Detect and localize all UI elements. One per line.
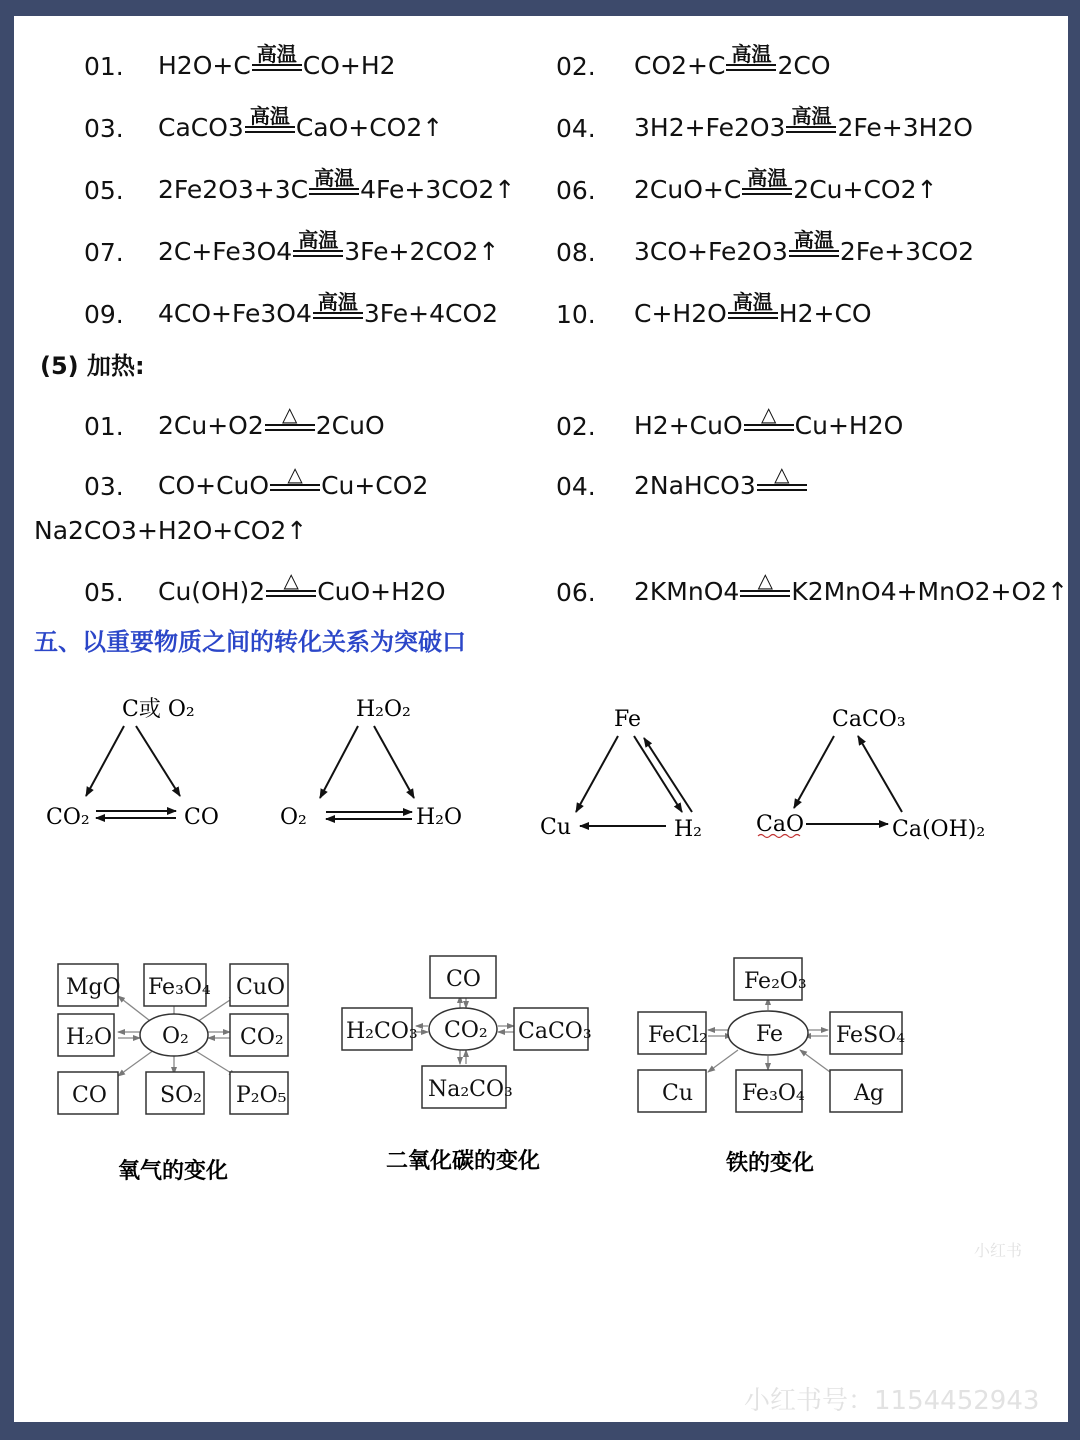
o2-node-co: CO [72, 1083, 107, 1108]
equation-reactants: H2+CuO [634, 411, 743, 440]
web-diagrams [14, 916, 1068, 1216]
equation-number: 02. [556, 412, 596, 441]
tri3-arrow-down [634, 736, 682, 812]
equation [158, 442, 428, 500]
fe-center: Fe [756, 1022, 784, 1047]
equation [158, 208, 499, 266]
equation-products: Cu+CO2 [321, 471, 429, 500]
tri2-left: O₂ [280, 805, 307, 830]
equation [634, 442, 808, 500]
worksheet-page [14, 16, 1068, 1422]
o2-node-cuo: CuO [236, 975, 286, 1000]
co2-node-co: CO [446, 967, 481, 992]
o2-node-mgo: MgO [66, 975, 121, 1000]
tri1-right: CO [184, 805, 219, 830]
iron-web-caption: 铁的变化 [726, 1150, 815, 1176]
tri4-arrow-left [794, 736, 834, 808]
equation-number: 10. [556, 300, 596, 329]
tri4-right: Ca(OH)₂ [892, 817, 986, 842]
fe-node-ag: Ag [854, 1081, 884, 1106]
equation-products: 2Fe+3H2O [837, 113, 973, 142]
equation-reactants: 2Fe2O3+3C [158, 175, 309, 204]
tri3-arrow-up [644, 738, 692, 812]
equation-number: 03. [84, 472, 124, 501]
equation-number: 02. [556, 52, 596, 81]
co2-web-caption: 二氧化碳的变化 [386, 1148, 541, 1174]
equation-products: 4Fe+3CO2↑ [360, 175, 516, 204]
reaction-condition [744, 404, 794, 440]
equation-number: 07. [84, 238, 124, 267]
equation-products: 2CO [777, 51, 831, 80]
equation [634, 208, 974, 266]
watermark-badge: 小红书 [974, 1241, 1023, 1260]
equation-number: 01. [84, 412, 124, 441]
tri1-left: CO₂ [46, 805, 90, 830]
equation-reactants: 2KMnO4 [634, 577, 740, 606]
equation [158, 22, 396, 80]
condition-label: △ [757, 568, 773, 592]
equation [634, 548, 1068, 606]
equation [158, 146, 515, 204]
equation-products: H2+CO [778, 299, 872, 328]
section-five-title: 五、以重要物质之间的转化关系为突破口 [34, 628, 466, 656]
equation [158, 270, 498, 328]
o2-node-co2: CO₂ [240, 1025, 284, 1050]
watermark-id: 小红书号：1154452943 [744, 1386, 1040, 1416]
triangle-hydrogen-peroxide [280, 697, 462, 830]
reaction-condition [265, 404, 315, 440]
equation-number: 05. [84, 578, 124, 607]
reaction-condition [293, 230, 343, 266]
reaction-condition [742, 168, 792, 204]
equation-reactants: C+H2O [634, 299, 727, 328]
equation-products: CO+H2 [302, 51, 396, 80]
co2-node-h2co3: H₂CO₃ [346, 1019, 418, 1044]
equation-reactants: CO+CuO [158, 471, 270, 500]
equation-number: 08. [556, 238, 596, 267]
co2-node-na2co3: Na₂CO₃ [428, 1077, 513, 1102]
equation-04-continuation: Na2CO3+H2O+CO2↑ [34, 516, 308, 545]
equation-reactants: H2O+C [158, 51, 251, 80]
condition-label: 高温 [314, 166, 355, 190]
equation [158, 382, 385, 440]
co2-node-caco3: CaCO₃ [518, 1019, 592, 1044]
equation-reactants: 3H2+Fe2O3 [634, 113, 786, 142]
equation-reactants: 3CO+Fe2O3 [634, 237, 788, 266]
equation [634, 146, 937, 204]
reaction-condition [757, 464, 807, 500]
o2-center: O₂ [162, 1024, 189, 1049]
condition-label: △ [282, 402, 298, 426]
equation-products: 3Fe+2CO2↑ [344, 237, 500, 266]
equation-products: 3Fe+4CO2 [363, 299, 499, 328]
triangle-calcium [756, 707, 985, 842]
equation-number: 04. [556, 114, 596, 143]
tri3-top: Fe [614, 707, 642, 732]
condition-label: 高温 [732, 290, 773, 314]
equation-products: Cu+H2O [794, 411, 904, 440]
equation-number: 01. [84, 52, 124, 81]
fe-node-feso4: FeSO₄ [836, 1023, 906, 1048]
equation-reactants: 2CuO+C [634, 175, 742, 204]
condition-label: △ [774, 462, 790, 486]
triangle-iron [540, 707, 702, 842]
equation-reactants: CO2+C [634, 51, 726, 80]
tri4-top: CaCO₃ [832, 707, 906, 732]
tri4-arrow-up [858, 736, 902, 812]
reaction-condition [786, 106, 836, 142]
equation [158, 548, 446, 606]
tri2-right: H₂O [416, 805, 463, 830]
reaction-condition [245, 106, 295, 142]
triangle-diagrams [14, 666, 1068, 866]
equation-reactants: Cu(OH)2 [158, 577, 266, 606]
equation-products: 2Cu+CO2↑ [793, 175, 938, 204]
tri2-top: H₂O₂ [356, 697, 411, 722]
equation [634, 22, 831, 80]
tri1-top: C或 O₂ [122, 697, 195, 722]
reaction-condition [728, 292, 778, 328]
o2-node-h2o: H₂O [66, 1025, 113, 1050]
condition-label: △ [760, 402, 777, 426]
reaction-condition [740, 570, 790, 606]
condition-label: 高温 [249, 104, 290, 128]
reaction-condition [309, 168, 359, 204]
equation [634, 270, 872, 328]
condition-label: 高温 [791, 104, 832, 128]
reaction-condition [726, 44, 776, 80]
reaction-condition [252, 44, 302, 80]
reaction-condition [266, 570, 316, 606]
equation-products: K2MnO4+MnO2+O2↑ [791, 577, 1069, 606]
tri1-arrow-left [86, 726, 124, 796]
tri3-arrow-left [576, 736, 618, 812]
condition-label: 高温 [298, 228, 339, 252]
equation-reactants: 2Cu+O2 [158, 411, 264, 440]
tri2-arrow-left [320, 726, 358, 798]
equation [634, 84, 973, 142]
equation-number: 05. [84, 176, 124, 205]
tri3-left: Cu [540, 815, 572, 840]
o2-node-p2o5: P₂O₅ [236, 1083, 287, 1108]
condition-label: 高温 [793, 228, 834, 252]
condition-label: 高温 [256, 42, 297, 66]
equation [158, 84, 443, 142]
o2-node-so2: SO₂ [160, 1083, 202, 1108]
tri3-right: H₂ [674, 817, 703, 842]
equation-number: 09. [84, 300, 124, 329]
equation [634, 382, 903, 440]
condition-label: 高温 [747, 166, 788, 190]
equation-products: CuO+H2O [317, 577, 446, 606]
equation-number: 06. [556, 578, 596, 607]
equation-reactants: 2C+Fe3O4 [158, 237, 293, 266]
equation-number: 04. [556, 472, 596, 501]
equation-reactants: 4CO+Fe3O4 [158, 299, 312, 328]
equation-number: 03. [84, 114, 124, 143]
fe-node-fe2o3: Fe₂O₃ [744, 969, 807, 994]
fe-node-fecl2: FeCl₂ [648, 1023, 708, 1048]
reaction-condition [313, 292, 363, 328]
reaction-condition [270, 464, 320, 500]
equation-reactants: CaCO3 [158, 113, 244, 142]
equation-products: 2CuO [315, 411, 385, 440]
condition-label: △ [283, 568, 299, 592]
triangle-carbon-oxygen [46, 697, 219, 830]
fe-node-fe3o4: Fe₃O₄ [742, 1081, 805, 1106]
co2-center: CO₂ [444, 1018, 488, 1043]
tri4-left: CaO [756, 812, 804, 837]
tri2-arrow-right [374, 726, 414, 798]
equation-products: 2Fe+3CO2 [839, 237, 975, 266]
condition-label: 高温 [317, 290, 358, 314]
equation-number: 06. [556, 176, 596, 205]
fe-node-cu: Cu [662, 1081, 694, 1106]
o2-node-fe3o4: Fe₃O₄ [148, 975, 211, 1000]
equation-products: CaO+CO2↑ [295, 113, 444, 142]
condition-label: △ [287, 462, 303, 486]
condition-label: 高温 [731, 42, 772, 66]
reaction-condition [789, 230, 839, 266]
heating-section-title: (5) 加热: [40, 352, 145, 380]
oxygen-web-caption: 氧气的变化 [118, 1158, 229, 1184]
tri1-arrow-right [136, 726, 180, 796]
equation-reactants: 2NaHCO3 [634, 471, 756, 500]
